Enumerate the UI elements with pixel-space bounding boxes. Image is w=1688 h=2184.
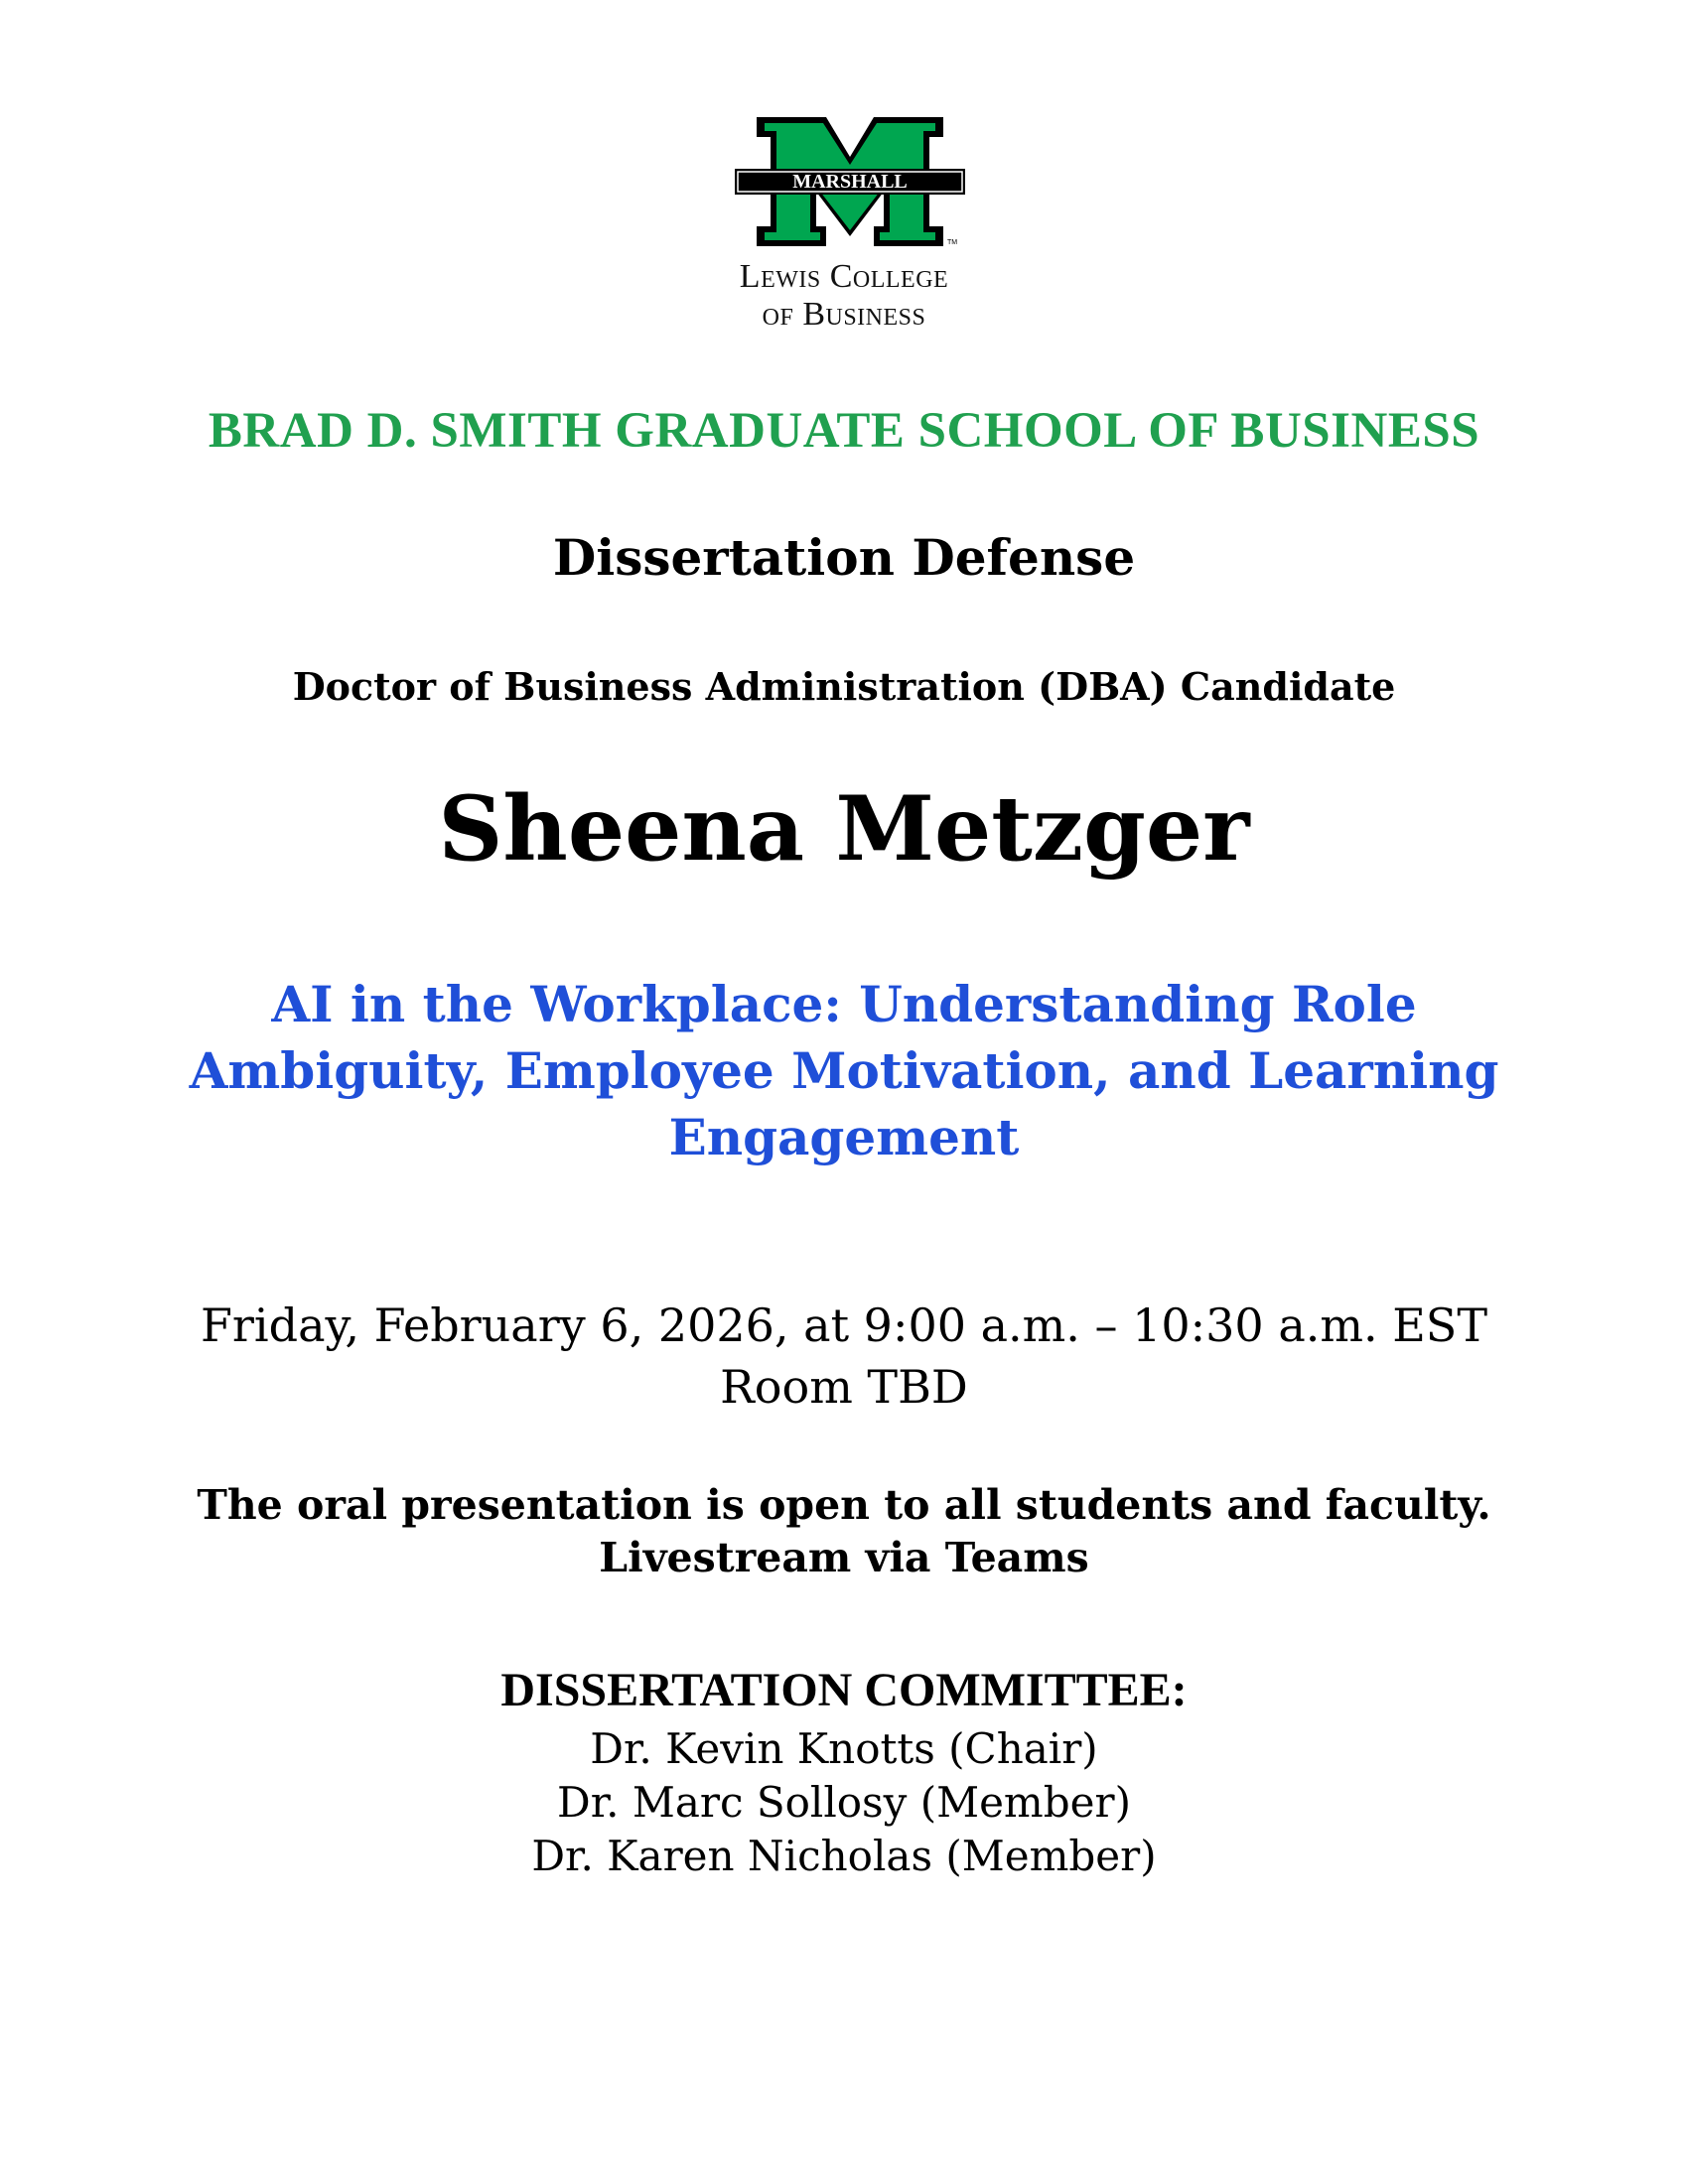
- committee-member: Dr. Karen Nicholas (Member): [531, 1832, 1157, 1880]
- title-line: Engagement: [668, 1108, 1020, 1166]
- candidate-name: Sheena Metzger: [438, 776, 1250, 882]
- committee-member: Dr. Marc Sollosy (Member): [557, 1778, 1131, 1827]
- committee-heading: DISSERTATION COMMITTEE:: [500, 1664, 1188, 1716]
- marshall-m-logo: [735, 117, 965, 246]
- logo-wordmark: MARSHALL: [792, 171, 908, 193]
- school-name: BRAD D. SMITH GRADUATE SCHOOL OF BUSINESS: [208, 403, 1480, 459]
- college-line-1: Lewis College: [739, 258, 949, 295]
- open-notice: The oral presentation is open to all students and faculty.: [197, 1481, 1491, 1529]
- title-line: AI in the Workplace: Understanding Role: [271, 975, 1417, 1033]
- dissertation-title: [0, 971, 1688, 1170]
- committee-member: Dr. Kevin Knotts (Chair): [590, 1724, 1098, 1773]
- event-datetime: Friday, February 6, 2026, at 9:00 a.m. – 10:30 a.m. EST: [201, 1298, 1487, 1352]
- title-line: Ambiguity, Employee Motivation, and Learning: [189, 1041, 1499, 1100]
- event-room: Room TBD: [720, 1360, 968, 1414]
- livestream-notice: Livestream via Teams: [599, 1534, 1089, 1581]
- event-title: Dissertation Defense: [552, 528, 1136, 587]
- degree-line: Doctor of Business Administration (DBA) Candidate: [292, 664, 1396, 709]
- college-name: [695, 258, 993, 334]
- college-line-2: of Business: [762, 296, 926, 333]
- svg-text:TM: TM: [947, 239, 958, 246]
